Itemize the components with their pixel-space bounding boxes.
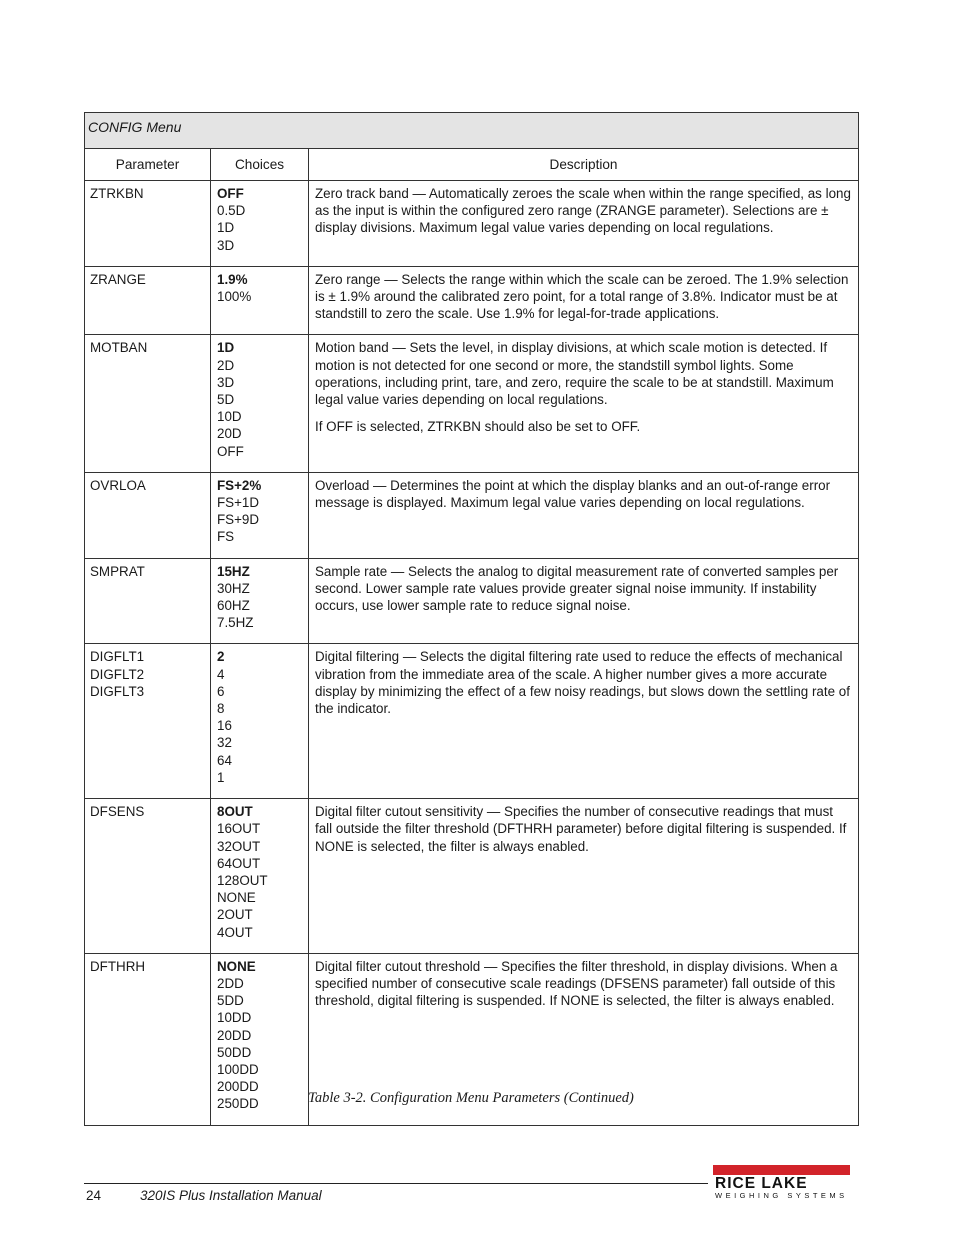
choice-default: NONE [217, 958, 256, 974]
choice-option: 20D [217, 426, 242, 442]
description-cell [309, 472, 859, 558]
page-number: 24 [86, 1188, 102, 1203]
choice-option: FS [217, 529, 235, 545]
description-text: Zero track band — Automatically zeroes the scale when within the range specified, as long as the input is within the configured zero range (ZRANGE parameter). Selections are ± display divisions. Maximum legal value varies depending on local regulations. [315, 186, 851, 236]
config-menu-table [84, 112, 859, 1126]
table-caption: Table 3-2. Configuration Menu Parameters (Continued) [308, 1090, 634, 1106]
choice-option: 4OUT [217, 924, 253, 940]
choice-option: 2D [217, 357, 235, 373]
choice-option: OFF [217, 443, 244, 459]
table-row [85, 799, 859, 954]
parameter-name: ZRANGE [90, 271, 146, 287]
parameter-cell [85, 472, 211, 558]
description-cell [309, 266, 859, 335]
choice-option: 100% [217, 289, 252, 305]
logo-main-text: RICE LAKE [715, 1175, 808, 1192]
choice-option: 3D [217, 237, 235, 253]
footer-rule [84, 1183, 708, 1184]
choices-cell [211, 266, 309, 335]
header-choices: Choices [211, 149, 309, 181]
choices-cell [211, 644, 309, 799]
parameter-name: MOTBAN [90, 340, 148, 356]
parameter-name: SMPRAT [90, 563, 145, 579]
choice-option: 4 [217, 666, 225, 682]
table-body [85, 181, 859, 1126]
choice-option: 3D [217, 374, 235, 390]
description-text: Motion band — Sets the level, in display divisions, at which scale motion is detected. If motion is not detected for one second or more, the standstill symbol lights. Some operations, including print, tare, and zero, require the scale to be at standstill. Maximum legal value varies depending on local regulations. [315, 340, 834, 408]
logo-red-bar [713, 1165, 850, 1175]
parameter-name: DFSENS [90, 804, 145, 820]
parameter-cell [85, 266, 211, 335]
description-text: Overload — Determines the point at which the display blanks and an out-of-range error message is displayed. Maximum legal value varies depending on local regulations. [315, 477, 831, 511]
description-cell [309, 644, 859, 799]
manual-title: 320IS Plus Installation Manual [140, 1188, 322, 1203]
parameter-cell [85, 558, 211, 644]
table-row [85, 335, 859, 472]
choice-option: 60HZ [217, 598, 250, 614]
description-cell [309, 335, 859, 472]
choice-option: FS+1D [217, 495, 260, 511]
choice-default: 1.9% [217, 271, 248, 287]
parameter-name: DFTHRH [90, 958, 146, 974]
description-cell [309, 181, 859, 267]
menu-title: CONFIG Menu [85, 113, 859, 149]
description-text: Digital filtering — Selects the digital filtering rate used to reduce the effects of mechanical vibration from the immediate area of the scale. A higher number gives a more accurate display by minimizing the effect of a few noisy readings, but slows down the settling rate of the indicator. [315, 649, 850, 717]
parameter-name: DIGFLT2 [90, 666, 145, 682]
choice-default: 8OUT [217, 804, 253, 820]
choice-option: 2DD [217, 975, 244, 991]
parameter-cell [85, 181, 211, 267]
choice-option: 128OUT [217, 872, 268, 888]
choices-cell [211, 558, 309, 644]
parameter-cell [85, 335, 211, 472]
choice-option: 32 [217, 735, 232, 751]
choice-option: 30HZ [217, 580, 250, 596]
choice-default: 2 [217, 649, 225, 665]
choice-option: 32OUT [217, 838, 261, 854]
choice-option: 16 [217, 718, 232, 734]
table-row [85, 558, 859, 644]
choice-option: 0.5D [217, 203, 246, 219]
parameter-cell [85, 799, 211, 954]
choices-cell [211, 472, 309, 558]
choice-option: FS+9D [217, 512, 260, 528]
rice-lake-logo [713, 1165, 855, 1200]
header-parameter: Parameter [85, 149, 211, 181]
choice-option: 10D [217, 409, 242, 425]
choice-option: 1 [217, 769, 225, 785]
table-row [85, 181, 859, 267]
choice-option: 64OUT [217, 855, 261, 871]
choice-option: 50DD [217, 1044, 252, 1060]
description-text: Digital filter cutout sensitivity — Specifies the number of consecutive readings that must fall outside the filter threshold (DFTHRH parameter) before digital filtering is suspended. If NONE is selected, the filter is always enabled. [315, 804, 847, 854]
choices-cell [211, 181, 309, 267]
choice-default: FS+2% [217, 477, 262, 493]
choices-cell [211, 335, 309, 472]
description-cell [309, 799, 859, 954]
choice-option: 5D [217, 392, 235, 408]
description-text: Digital filter cutout threshold — Specifies the filter threshold, in display divisions. When a specified number of consecutive scale readings (DFSENS parameter) fall outside of this threshold, digital filtering is suspended. If NONE is selected, the filter is always enabled. [315, 958, 838, 1009]
choice-option: 200DD [217, 1079, 259, 1095]
description-text: Zero range — Selects the range within which the scale can be zeroed. The 1.9% selection is ± 1.9% around the calibrated zero point, for a total range of 3.8%. Indicator must be at standstill to zero the scale. Use 1.9% for legal-for-trade applications. [315, 271, 849, 322]
parameter-name: OVRLOA [90, 477, 146, 493]
choice-option: 5DD [217, 993, 244, 1009]
parameter-cell [85, 644, 211, 799]
table-row [85, 266, 859, 335]
choice-option: 7.5HZ [217, 615, 254, 631]
choice-default: OFF [217, 186, 244, 201]
choice-default: 1D [217, 340, 235, 356]
logo-sub-text: WEIGHING SYSTEMS [715, 1191, 848, 1200]
header-description: Description [309, 149, 859, 181]
choice-option: 100DD [217, 1061, 259, 1077]
choices-cell [211, 799, 309, 954]
table-row [85, 644, 859, 799]
choice-option: 1D [217, 220, 235, 236]
parameter-name: DIGFLT1 [90, 649, 145, 665]
parameter-name: ZTRKBN [90, 186, 144, 201]
choice-option: 8 [217, 701, 225, 717]
description-text: If OFF is selected, ZTRKBN should also be set to OFF. [315, 419, 641, 435]
choice-option: NONE [217, 890, 256, 906]
choice-option: 250DD [217, 1096, 259, 1112]
choice-option: 20DD [217, 1027, 252, 1043]
parameter-name: DIGFLT3 [90, 683, 145, 699]
choice-option: 6 [217, 683, 225, 699]
choice-option: 10DD [217, 1010, 252, 1026]
choice-default: 15HZ [217, 563, 250, 579]
choice-option: 64 [217, 752, 232, 768]
table-row [85, 472, 859, 558]
choice-option: 2OUT [217, 907, 253, 923]
choice-option: 16OUT [217, 821, 261, 837]
description-text: Sample rate — Selects the analog to digital measurement rate of converted samples per second. Lower sample rate values provide greater signal noise immunity. If instability occurs, use lower sample rate to reduce signal noise. [315, 563, 839, 614]
description-cell [309, 558, 859, 644]
